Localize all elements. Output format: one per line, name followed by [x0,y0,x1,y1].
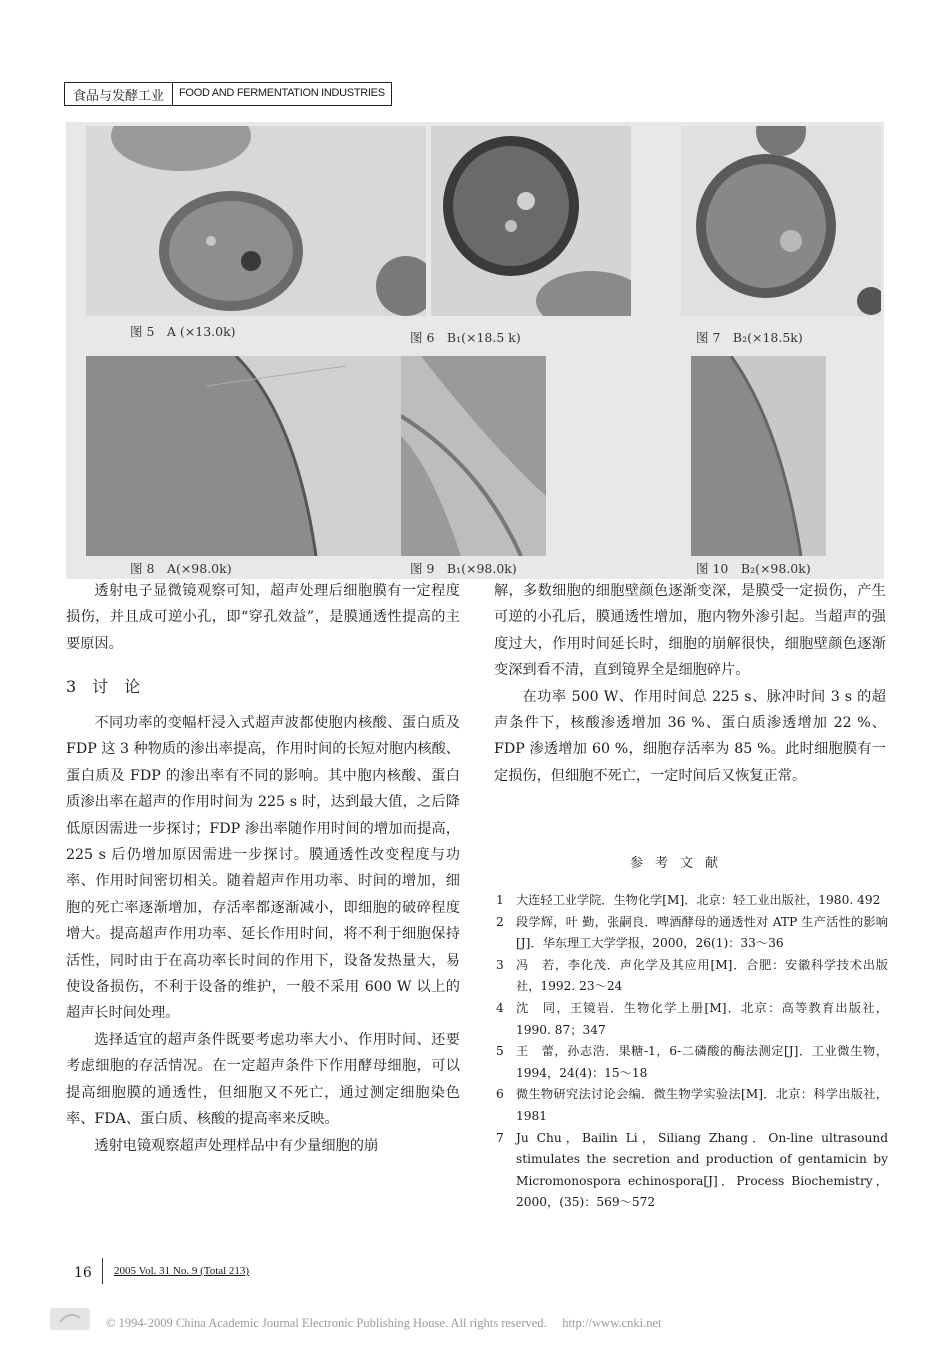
references-title: 参考文献 [630,856,731,871]
references-list [496,890,888,1214]
reference-item: 5 王 蕾，孙志浩．果糖-1，6-二磷酸的酶法测定[J]．工业微生物，1994，24(4)：15～18 [496,1044,888,1080]
figure-caption: 图 8 A(×98.0k) [130,561,232,576]
reference-item: 3 冯 若，李化茂．声化学及其应用[M]．合肥：安徽科学技术出版社，1992. 23～24 [496,957,888,994]
micrograph-fig5 [86,126,426,316]
reference-item: 1 大连轻工业学院．生物化学[M]．北京：轻工业出版社，1980. 492 [496,893,881,907]
micrograph-fig9 [401,356,546,556]
copyright-bar [0,1306,950,1338]
reference-item: 2 段学辉，叶 勤，张嗣良．啤酒酵母的通透性对 ATP 生产活性的影响[J]．华东理工大学学报，2000，26(1)：33～36 [496,914,888,951]
reference-item: 7 Ju Chu，Bailin Li，Siliang Zhang．On-line ultrasound stimulates the secretion and production of gentamicin by Micromonospora echinospora[J]．Process Biochemistry，2000，(35)：569～572 [496,1130,888,1210]
figure-caption: 图 9 B₁(×98.0k) [410,561,517,576]
paragraph: 在功率 500 W、作用时间总 225 s、脉冲时间 3 s 的超声条件下，核酸渗透增加 36 %、蛋白质渗透增加 22 %、FDP 渗透增加 60 %，细胞存活率为 85 %。此时细胞膜有一定损伤，但细胞不死亡，一定时间后又恢复正常。 [494,688,886,784]
micrograph-fig8 [86,356,426,556]
micrograph-figure-block [66,122,884,579]
right-column-body [494,578,886,789]
micrograph-fig7 [681,126,881,316]
journal-title-cn: 食品与发酵工业 [65,83,173,105]
figure-caption: 图 5 A (×13.0k) [130,324,236,339]
copyright-text: © 1994-2009 China Academic Journal Electronic Publishing House. All rights reserved. http://www.cnki.net [106,1316,662,1330]
volume-info: 2005 Vol. 31 No. 9 (Total 213) [114,1265,250,1277]
reference-item: 6 微生物研究法讨论会编．微生物学实验法[M]．北京：科学出版社，1981 [496,1087,888,1123]
journal-header [64,82,392,106]
figure-caption: 图 7 B₂(×18.5k) [696,330,803,345]
micrograph-fig10 [691,356,826,556]
paragraph: 选择适宜的超声条件既要考虑功率大小、作用时间、还要考虑细胞的存活情况。在一定超声条件下作用酵母细胞，可以提高细胞膜的通透性，但细胞又不死亡，通过测定细胞染色率、FDA、蛋白质、核酸的提高率来反映。 [66,1031,460,1128]
figure-caption: 图 10 B₂(×98.0k) [696,561,811,576]
paragraph: 透射电镜观察超声处理样品中有少量细胞的崩 [94,1137,379,1154]
page-number: 16 [74,1265,92,1281]
left-column-body [66,710,460,1159]
left-column-top [66,578,460,657]
micrograph-fig6 [431,126,631,316]
paragraph: 不同功率的变幅杆浸入式超声波都使胞内核酸、蛋白质及 FDP 这 3 种物质的渗出率提高，作用时间的长短对胞内核酸、蛋白质及 FDP 的渗出率有不同的影响。其中胞内核酸、蛋白质渗出率在超声的作用时间为 225 s 时，达到最大值，之后降低原因需进一步探讨；FDP 渗出率随作用时间的增加而提高，225 s 后仍增加原因需进一步探讨。膜通透性改变程度与功率、作用时间密切相关。随着超声作用功率、时间的增加，细胞的死亡率逐渐增加，存活率都逐渐减小，即细胞的破碎程度增大。提高超声作用功率、延长作用时间，将不利于细胞保持活性，同时由于在高功率长时间的作用下，设备发热量大，易使设备损伤，不利于设备的维护，一般不采用 600 W 以上的超声长时间处理。 [66,715,460,1022]
figure-caption: 图 6 B₁(×18.5 k) [410,330,521,345]
journal-title-en: FOOD AND FERMENTATION INDUSTRIES [179,87,385,99]
reference-item: 4 沈 同，王镜岩．生物化学上册[M]．北京：高等教育出版社，1990. 87；347 [496,1000,888,1037]
section-heading: 3 讨 论 [66,677,141,696]
paragraph: 透射电子显微镜观察可知，超声处理后细胞膜有一定程度损伤，并且成可逆小孔，即“穿孔效益”，是膜通透性提高的主要原因。 [66,583,460,652]
paragraph: 解，多数细胞的细胞壁颜色逐渐变深，是膜受一定损伤，产生可逆的小孔后，膜通透性增加，胞内物外渗引起。当超声的强度过大，作用时间延长时，细胞的崩解很快，细胞壁颜色逐渐变深到看不清，直到镜界全是细胞碎片。 [494,583,886,679]
cnki-logo-icon [48,1306,92,1332]
footer-divider [102,1258,103,1284]
